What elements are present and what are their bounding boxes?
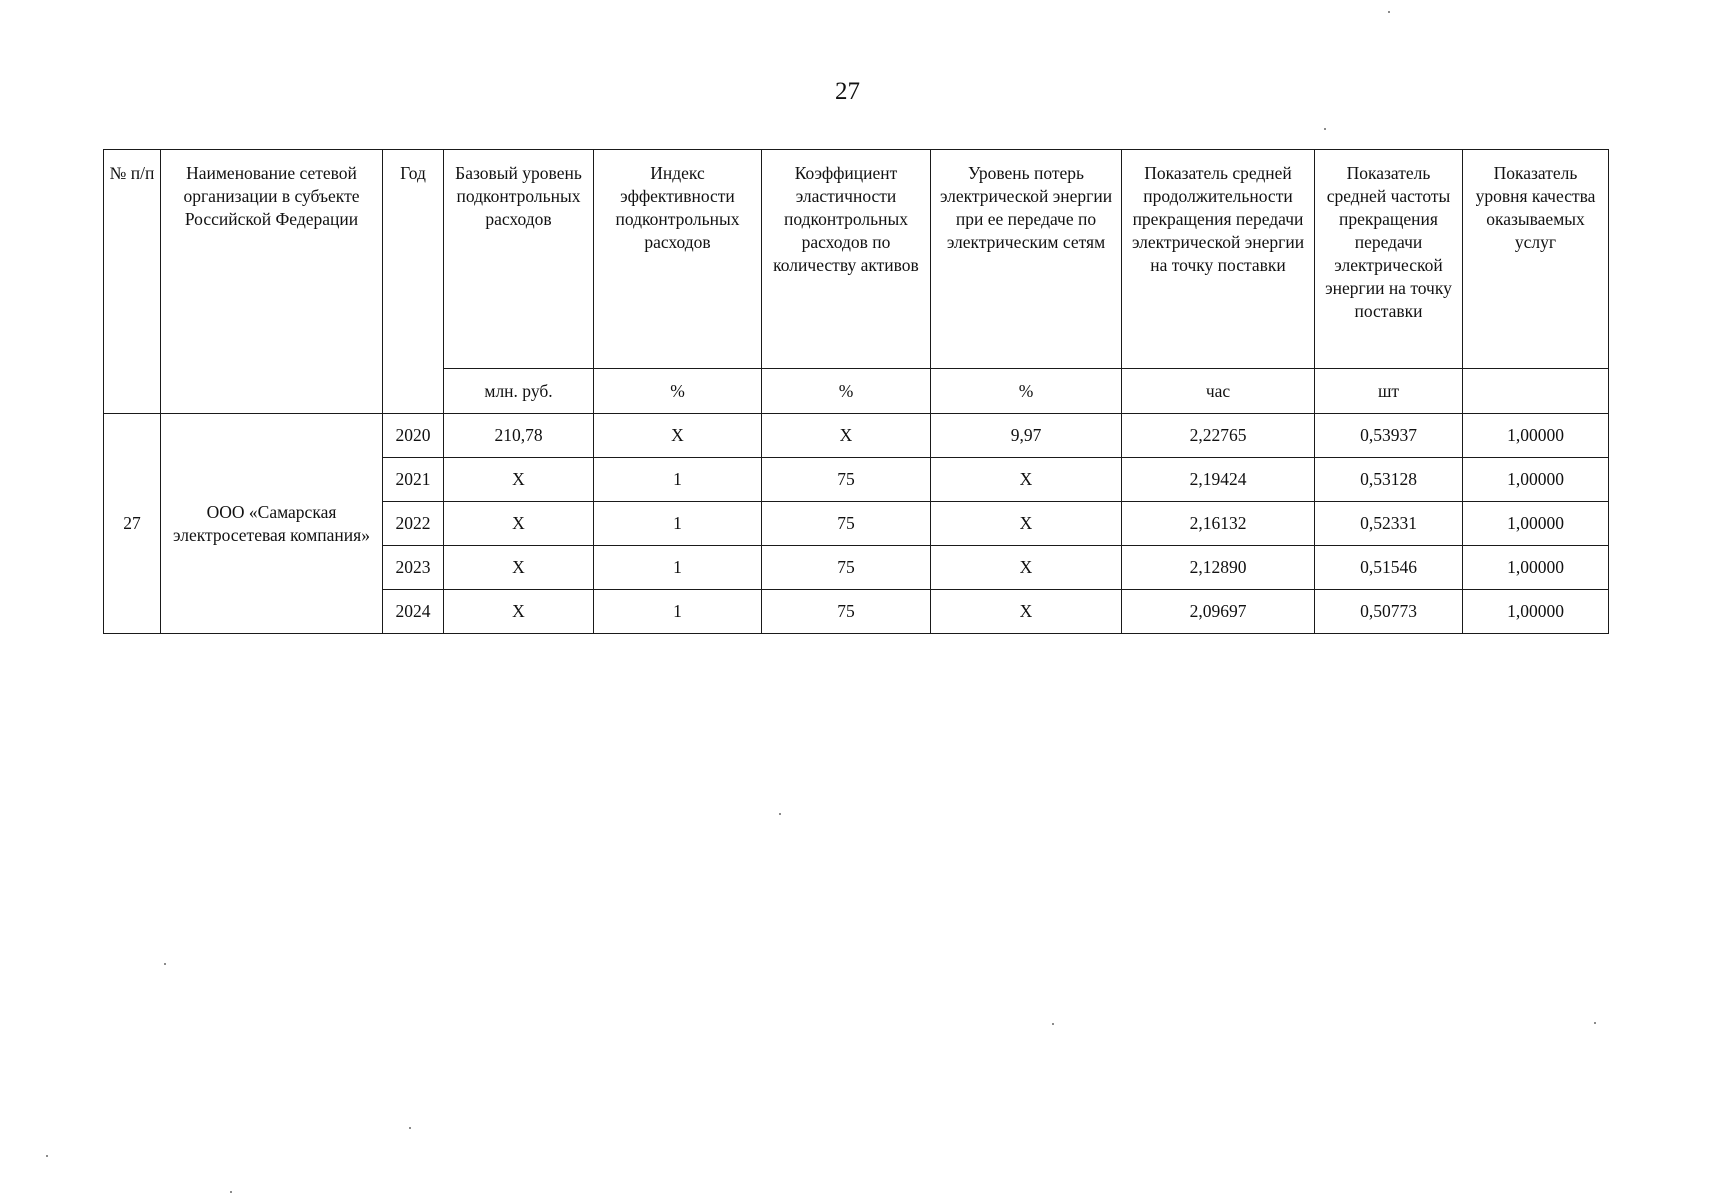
page-number: 27 <box>835 78 860 105</box>
year-cell: 2020 <box>383 414 444 458</box>
header-cell-organization: Наименование сетевой организации в субъекте Российской Федерации <box>161 150 383 414</box>
value-cell: 2,09697 <box>1122 590 1315 634</box>
scan-speck <box>1594 1022 1596 1024</box>
value-cell: X <box>931 502 1122 546</box>
unit-cell: час <box>1122 369 1315 414</box>
scan-speck <box>46 1155 48 1157</box>
header-cell-base-expenses: Базовый уровень подконтрольных расходов <box>444 150 594 369</box>
value-cell: X <box>762 414 931 458</box>
value-cell: X <box>931 458 1122 502</box>
value-cell: X <box>594 414 762 458</box>
scan-speck <box>409 1127 411 1129</box>
value-cell: 2,22765 <box>1122 414 1315 458</box>
table-row <box>104 414 1609 458</box>
unit-cell: млн. руб. <box>444 369 594 414</box>
unit-cell: % <box>931 369 1122 414</box>
table-body <box>104 414 1609 634</box>
value-cell: 2,19424 <box>1122 458 1315 502</box>
scan-speck <box>779 813 781 815</box>
value-cell: X <box>444 546 594 590</box>
header-cell-interruption-frequency: Показатель средней частоты прекращения передачи электрической энергии на точку поставки <box>1315 150 1463 369</box>
value-cell: 0,53937 <box>1315 414 1463 458</box>
scan-speck <box>164 963 166 965</box>
value-cell: X <box>931 590 1122 634</box>
unit-cell: шт <box>1315 369 1463 414</box>
unit-cell: % <box>762 369 931 414</box>
value-cell: 1,00000 <box>1463 502 1609 546</box>
value-cell: 1,00000 <box>1463 590 1609 634</box>
value-cell: 1 <box>594 546 762 590</box>
scan-speck <box>1052 1023 1054 1025</box>
year-cell: 2024 <box>383 590 444 634</box>
header-cell-year: Год <box>383 150 444 414</box>
value-cell: 0,53128 <box>1315 458 1463 502</box>
value-cell: 2,16132 <box>1122 502 1315 546</box>
value-cell: 1 <box>594 590 762 634</box>
header-cell-number: № п/п <box>104 150 161 414</box>
value-cell: 0,51546 <box>1315 546 1463 590</box>
value-cell: 0,50773 <box>1315 590 1463 634</box>
year-cell: 2022 <box>383 502 444 546</box>
value-cell: X <box>444 458 594 502</box>
value-cell: X <box>444 502 594 546</box>
scan-speck <box>230 1191 232 1193</box>
value-cell: X <box>931 546 1122 590</box>
year-cell: 2021 <box>383 458 444 502</box>
row-number-cell: 27 <box>104 414 161 634</box>
header-cell-interruption-duration: Показатель средней продолжительности прекращения передачи электрической энергии на точку поставки <box>1122 150 1315 369</box>
header-cell-loss-level: Уровень потерь электрической энергии при ее передаче по электрическим сетям <box>931 150 1122 369</box>
header-cell-efficiency-index: Индекс эффективности подконтрольных расходов <box>594 150 762 369</box>
value-cell: 75 <box>762 546 931 590</box>
value-cell: 1,00000 <box>1463 546 1609 590</box>
scan-speck <box>1388 11 1390 13</box>
header-cell-service-quality: Показатель уровня качества оказываемых услуг <box>1463 150 1609 369</box>
value-cell: 210,78 <box>444 414 594 458</box>
header-row <box>104 150 1609 369</box>
unit-cell: % <box>594 369 762 414</box>
organization-name-cell: ООО «Самарская электросетевая компания» <box>161 414 383 634</box>
table-header <box>104 150 1609 414</box>
value-cell: 1,00000 <box>1463 414 1609 458</box>
value-cell: 0,52331 <box>1315 502 1463 546</box>
unit-cell <box>1463 369 1609 414</box>
header-cell-elasticity-coefficient: Коэффициент эластичности подконтрольных расходов по количеству активов <box>762 150 931 369</box>
value-cell: 2,12890 <box>1122 546 1315 590</box>
value-cell: 75 <box>762 458 931 502</box>
value-cell: 1,00000 <box>1463 458 1609 502</box>
scan-speck <box>1324 128 1326 130</box>
value-cell: 1 <box>594 458 762 502</box>
year-cell: 2023 <box>383 546 444 590</box>
value-cell: 75 <box>762 590 931 634</box>
value-cell: 9,97 <box>931 414 1122 458</box>
value-cell: 75 <box>762 502 931 546</box>
data-table <box>103 149 1609 634</box>
value-cell: X <box>444 590 594 634</box>
value-cell: 1 <box>594 502 762 546</box>
